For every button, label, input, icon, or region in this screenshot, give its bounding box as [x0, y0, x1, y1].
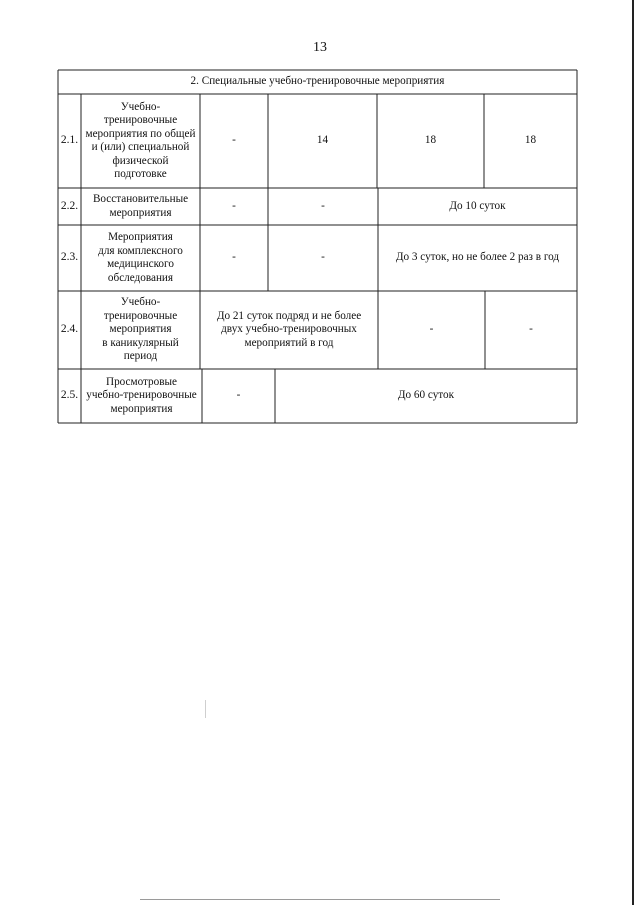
table-cell: -: [321, 199, 325, 212]
table-cell: До 60 суток: [397, 389, 455, 402]
row-name: Мероприятия для комплексного медицинского обследования: [98, 231, 183, 284]
table-cell: -: [236, 389, 241, 402]
table-cell: 18: [424, 134, 437, 147]
table-cell: До 3 суток, но не более 2 раз в год: [395, 251, 560, 264]
row-name: Просмотровые учебно-тренировочные мероприятия: [86, 375, 197, 415]
scan-smudge: [205, 700, 206, 718]
scan-smudge: [140, 899, 500, 900]
row-number: 2.5.: [60, 389, 79, 402]
table-cell: 18: [524, 134, 537, 147]
row-number: 2.2.: [60, 199, 79, 212]
table-cell: -: [232, 199, 236, 212]
row-number: 2.1.: [60, 134, 79, 147]
row-number: 2.4.: [60, 323, 79, 336]
row-name: Учебно- тренировочные мероприятия по общей и (или) специальной физической подготовке: [85, 100, 196, 180]
table-cell: -: [429, 323, 434, 336]
section-title: 2. Специальные учебно-тренировочные мероприятия: [190, 75, 445, 88]
table-cell: -: [529, 323, 533, 336]
table-cell: До 10 суток: [449, 199, 506, 212]
table-cell: 14: [316, 134, 329, 147]
page-number: 13: [313, 40, 327, 55]
scan-edge: [632, 0, 634, 905]
table-cell: -: [232, 134, 236, 147]
table-cell: -: [321, 251, 325, 264]
row-name: Учебно- тренировочные мероприятия в каникулярный период: [102, 296, 179, 363]
table-cell: -: [232, 251, 236, 264]
row-name: Восстановительные мероприятия: [92, 193, 189, 219]
row-number: 2.3.: [60, 251, 79, 264]
table-cell: До 21 суток подряд и не более двух учебно-тренировочных мероприятий в год: [216, 309, 362, 349]
